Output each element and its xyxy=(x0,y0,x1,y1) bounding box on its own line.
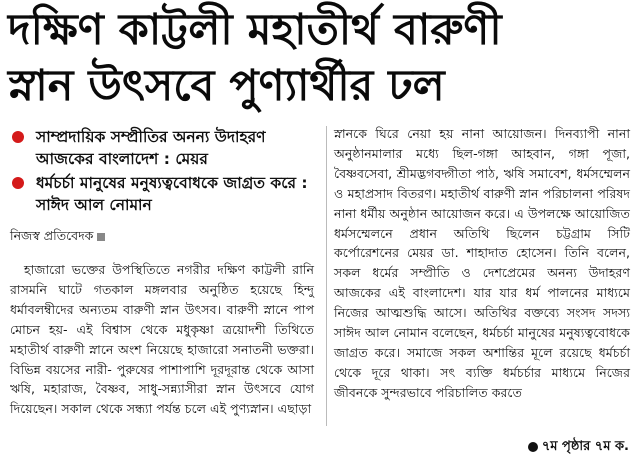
continued-text: ৭ম পৃষ্ঠার ৭ম ক. xyxy=(541,439,629,454)
highlight-item xyxy=(10,172,326,216)
highlights xyxy=(10,126,326,216)
headline-line-1: দক্ষিণ কাট্টলী মহাতীর্থ বারুণী xyxy=(8,5,502,55)
continued-note xyxy=(528,437,629,458)
bullet-dot-icon xyxy=(12,177,24,189)
highlight-text: সাম্প্রদায়িক সম্প্রীতির অনন্য উদাহরণ আজকের বাংলাদেশ : মেয়র xyxy=(36,128,266,168)
headline-line-2: স্নান উৎসবে পুণ্যার্থীর ঢল xyxy=(8,61,445,111)
byline-text: নিজস্ব প্রতিবেদক xyxy=(10,228,94,243)
highlight-item xyxy=(10,126,326,170)
square-icon xyxy=(97,233,105,241)
byline xyxy=(10,228,105,244)
column-divider xyxy=(326,126,327,426)
bullet-dot-icon xyxy=(12,131,24,143)
bullet-icon xyxy=(528,442,538,452)
article-body-right: স্নানকে ঘিরে নেয়া হয় নানা আয়োজন। দিনব্যাপী নানা অনুষ্ঠানমালার মধ্যে ছিল-গঙ্গা আহবান, গঙ্গা পূজা, বৈষ্ণবসেবা, শ্রীমদ্ভগবদ্গীতা পাঠ, ঋষি সমাবেশ, ধর্মসম্মেলন ও মহাপ্রসাদ বিতরণ। মহাতীর্থ বারুণী স্নান পরিচালনা পরিষদ নানা ধর্মীয় অনুষ্ঠান আয়োজন করে। এ উপলক্ষে আয়োজিত ধর্মসম্মেলনে প্রধান অতিথি ছিলেন চট্টগ্রাম সিটি কর্পোরেশনের মেয়র ডা. শাহাদাত হোসেন। তিনি বলেন, সকল ধর্মের সম্প্রীতি ও দেশপ্রেমের অনন্য উদাহরণ আজকের এই বাংলাদেশ। যার যার ধর্ম পালনের মাধ্যমে নিজের আত্মশুদ্ধি আসে। অতিথির বক্তব্যে সংসদ সদস্য সাঈদ আল নোমান বলেছেন, ধর্মচর্চা মানুষের মনুষ্যত্ববোধকে জাগ্রত করে। সমাজে সকল অশান্তির মূলে রয়েছে ধর্মচর্চা থেকে দূরে থাকা। সৎ ব্যক্তি ধর্মচর্চার মাধ্যমে নিজের জীবনকে সুন্দরভাবে পরিচালিত করতে xyxy=(334,126,630,400)
article-body-left: হাজারো ভক্তের উপস্থিতিতে নগরীর দক্ষিণ কাট্টলী রানি রাসমনি ঘাটে গতকাল মঙ্গলবার অনুষ্ঠিত হয়েছে হিন্দু ধর্মাবলম্বীদের অন্যতম বারুণী স্নান উৎসব। বারুণী স্নানে পাপ মোচন হয়- এই বিশ্বাস থেকে মধুকৃষ্ণা ত্রয়োদশী তিথিতে মহাতীর্থ বারুণী স্নানে অংশ নিয়েছে হাজারো সনাতনী ভক্তরা। বিভিন্ন বয়সের নারী- পুরুষের পাশাপাশি দূরদূরান্ত থেকে আসা ঋষি, মহারাজ, বৈষ্ণব, সাধু-সন্ন্যাসীরা স্নান উৎসবে যোগ দিয়েছেন। সকাল থেকে সন্ধ্যা পর্যন্ত চলে এই পুণ্যস্নান। এছাড়া xyxy=(10,262,314,417)
highlight-text: ধর্মচর্চা মানুষের মনুষ্যত্ববোধকে জাগ্রত করে : সাঈদ আল নোমান xyxy=(36,174,308,214)
